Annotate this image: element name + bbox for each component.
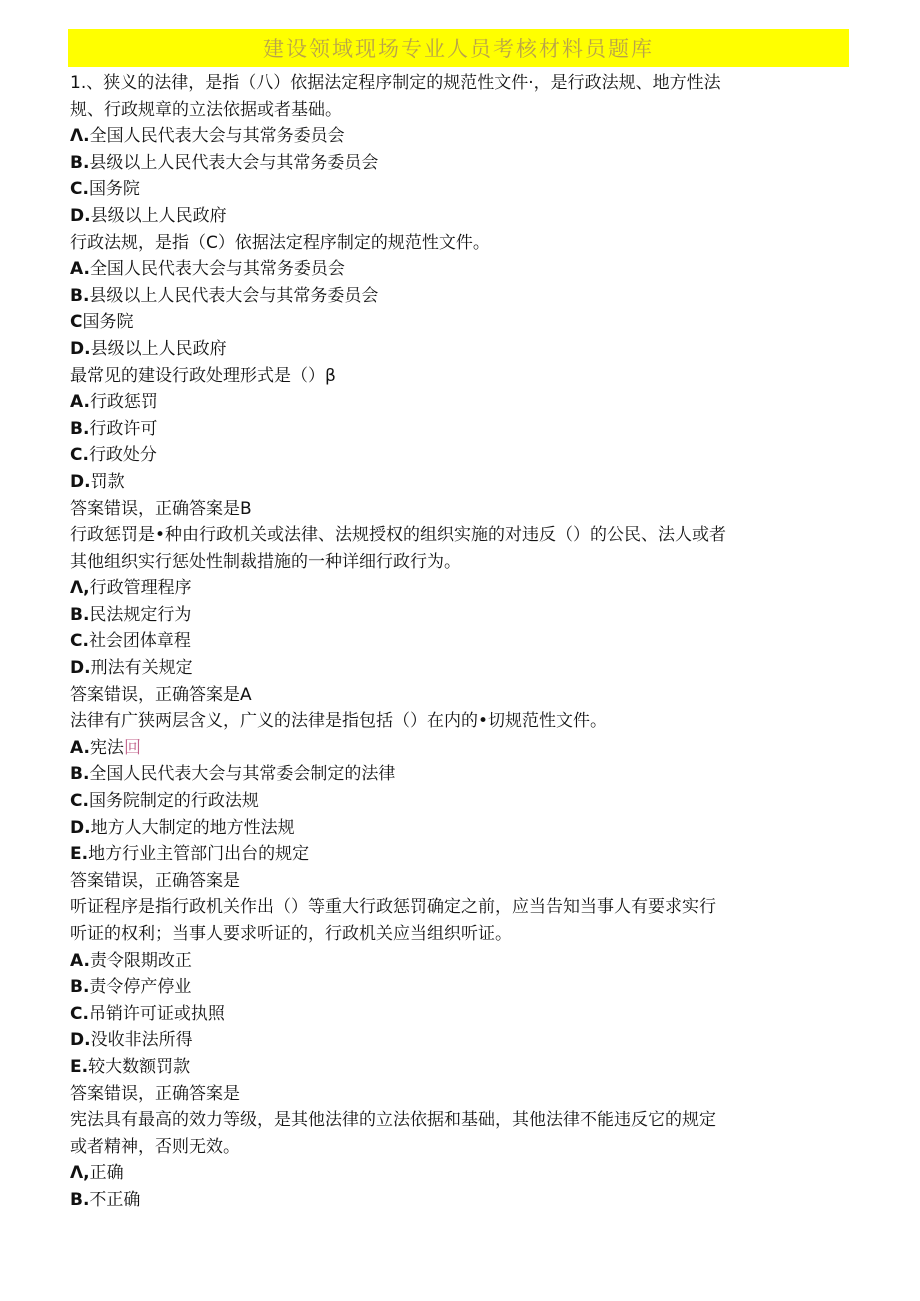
line-text: 吊销许可证或执照 [88,1003,225,1024]
line-text: 听证的权利；当事人要求听证的，行政机关应当组织听证。 [70,924,512,944]
option-letter: Λ, [70,578,90,599]
line-text: 县级以上人民代表大会与其常务委员会 [89,152,379,173]
page-title: 建设领域现场专业人员考核材料员题库 [263,37,654,61]
line-text: 行政惩罚 [89,392,158,413]
option-line [70,841,850,868]
option-line [70,309,850,336]
line-text: 县级以上人民政府 [90,205,227,226]
line-text: 国务院制定的行政法规 [88,791,259,812]
line-text: 国务院 [88,179,140,200]
text-line [70,921,850,948]
title-banner [68,29,849,67]
option-line [70,1160,850,1187]
option-letter: D. [70,471,91,492]
option-letter: D. [70,658,91,679]
text-line [70,682,850,709]
option-letter: B. [70,1189,90,1210]
option-letter: A. [70,737,90,758]
text-line [70,549,850,576]
line-text: 地方行业主管部门出台的规定 [88,844,310,865]
option-line [70,655,850,682]
option-line [70,256,850,283]
option-letter: D. [70,205,91,226]
option-line [70,735,850,762]
line-text: 法律有广狭两层含义，广义的法律是指包括（）在内的•切规范性文件。 [70,711,608,732]
option-line [70,203,850,230]
option-line [70,602,850,629]
option-line [70,123,850,150]
line-text: 行政管理程序 [89,578,192,599]
option-letter: B. [70,285,90,306]
text-line [70,1134,850,1161]
option-letter: Λ, [70,1163,90,1184]
line-text: 民法规定行为 [89,604,192,625]
line-text: 答案错误，正确答案是 [70,870,240,891]
line-text: 规、行政规章的立法依据或者基础。 [70,99,342,120]
option-letter: B. [70,604,90,625]
option-letter: D. [70,1030,91,1051]
line-text: 行政处分 [88,445,157,466]
text-line [70,708,850,735]
line-text: 答案错误，正确答案是B [70,498,252,519]
option-letter: C. [70,631,89,652]
line-text: 行政法规，是指（C）依据法定程序制定的规范性文件。 [70,232,490,253]
line-text: 国务院 [82,312,134,333]
text-line [70,363,850,390]
option-letter: C. [70,791,89,812]
line-text: 县级以上人民代表大会与其常务委员会 [89,285,379,306]
option-line [70,1054,850,1081]
option-line [70,815,850,842]
option-line [70,1187,850,1214]
line-text: 正确 [89,1163,124,1184]
line-text: 县级以上人民政府 [90,338,227,359]
option-line [70,283,850,310]
text-line [70,496,850,523]
line-text: 其他组织实行惩处性制裁措施的一种详细行政行为。 [70,551,461,572]
text-line [70,522,850,549]
option-line [70,974,850,1001]
option-line [70,575,850,602]
option-letter: A. [70,392,90,413]
option-line [70,788,850,815]
option-letter: A. [70,259,90,280]
option-line [70,176,850,203]
line-text: 答案错误，正确答案是A [70,684,252,705]
option-line [70,1027,850,1054]
option-line [70,628,850,655]
option-letter: E. [70,1056,89,1077]
line-text: 行政许可 [89,418,158,439]
text-line [70,230,850,257]
option-letter: B. [70,977,90,998]
option-letter: C. [70,179,89,200]
line-text: 刑法有关规定 [90,658,193,679]
text-line [70,868,850,895]
line-text: 听证程序是指行政机关作出（）等重大行政惩罚确定之前，应当告知当事人有要求实行 [70,897,716,918]
line-text: 最常见的建设行政处理形式是（）β [70,365,336,386]
option-letter: B. [70,152,90,173]
line-text: 宪法 [89,737,124,758]
line-text: 或者精神，否则无效。 [70,1136,240,1157]
option-line [70,469,850,496]
line-text: 不正确 [89,1189,141,1210]
line-text: 罚款 [90,471,125,492]
line-text: 社会团体章程 [88,631,191,652]
text-line [70,97,850,124]
option-line [70,1001,850,1028]
question-list [70,70,850,1214]
line-text: 行政惩罚是•种由行政机关或法律、法规授权的组织实施的对违反（）的公民、法人或者 [70,525,727,546]
option-letter: C [70,312,83,333]
option-letter: C. [70,1003,89,1024]
option-line [70,336,850,363]
option-letter: B. [70,764,90,785]
text-line [70,894,850,921]
option-line [70,442,850,469]
text-line [70,70,850,97]
text-line [70,1107,850,1134]
option-letter: Λ. [70,126,90,147]
line-text: 责令限期改正 [89,950,192,971]
option-line [70,761,850,788]
option-letter: D. [70,817,91,838]
option-letter: D. [70,338,91,359]
line-text: 较大数额罚款 [88,1056,191,1077]
line-text: 1.、狭义的法律，是指（八）依据法定程序制定的规范性文件·，是行政法规、地方性法 [70,73,721,93]
line-text: 责令停产停业 [89,977,192,998]
option-line [70,948,850,975]
line-text: 全国人民代表大会与其常务委员会 [89,126,345,147]
option-letter: B. [70,418,90,439]
line-text: 全国人民代表大会与其常委会制定的法律 [89,764,396,785]
option-letter: A. [70,950,90,971]
option-letter: C. [70,445,89,466]
marker-glyph: 回 [123,737,141,758]
option-letter: E. [70,844,89,865]
option-line [70,389,850,416]
option-line [70,416,850,443]
option-line [70,150,850,177]
text-line [70,1081,850,1108]
line-text: 没收非法所得 [90,1030,193,1051]
line-text: 全国人民代表大会与其常务委员会 [89,259,345,280]
line-text: 答案错误，正确答案是 [70,1083,240,1104]
line-text: 地方人大制定的地方性法规 [90,817,295,838]
line-text: 宪法具有最高的效力等级，是其他法律的立法依据和基础，其他法律不能违反它的规定 [70,1110,716,1131]
